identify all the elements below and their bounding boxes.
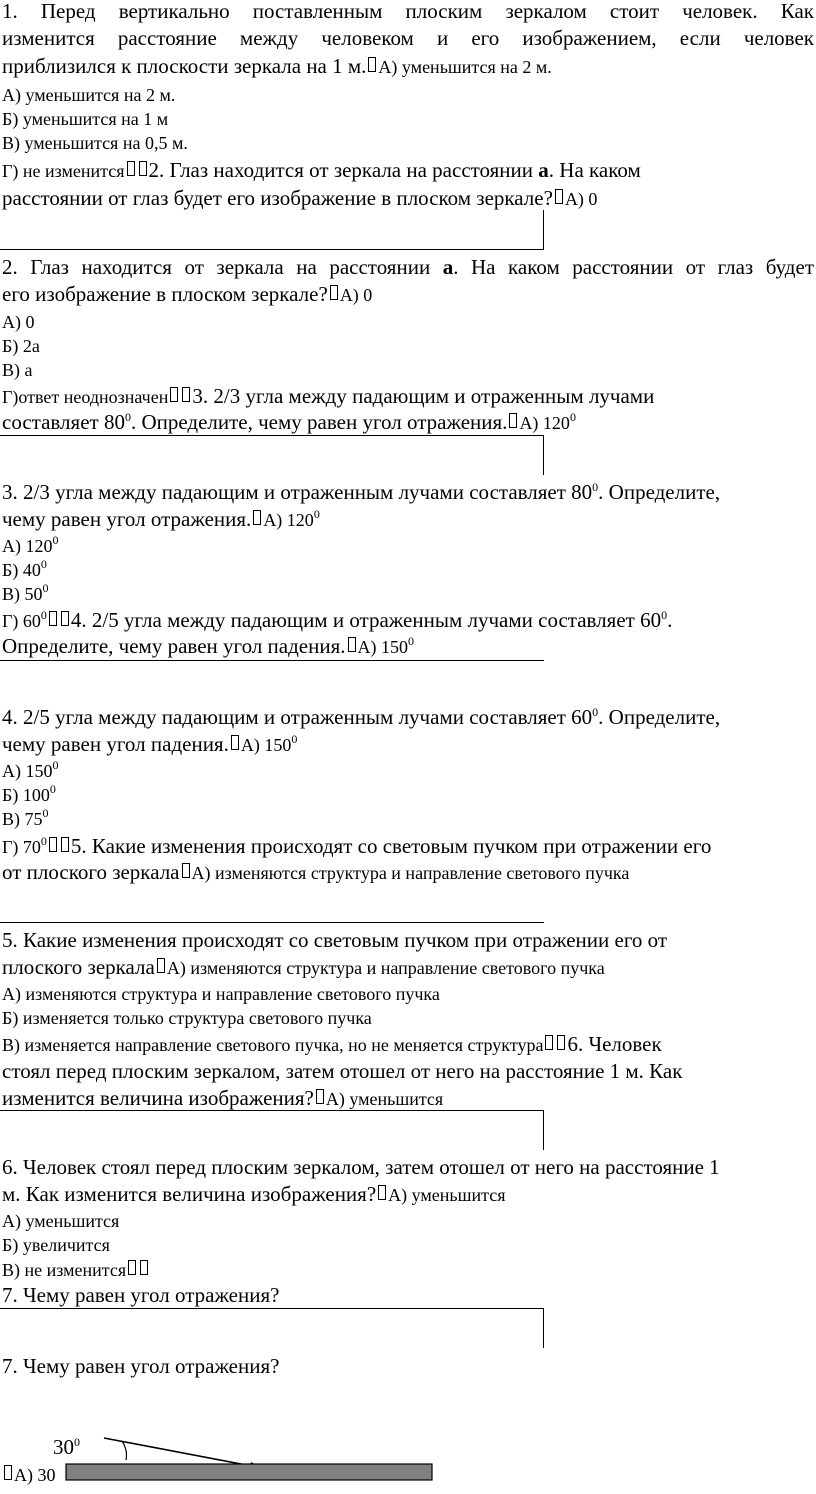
checkbox-glyph-icon	[170, 387, 178, 402]
q4-preview-line: Определите, чему равен угол падения. А) $150^0$	[2, 634, 415, 658]
q1-option-a: А) уменьшится на 2 м.	[2, 85, 176, 105]
q3-preview-line: составляет $80^0$. Определите, чему равен угол отражения. А) $120^0$	[2, 410, 576, 434]
q6-option-c: В) не изменится	[2, 1260, 150, 1280]
q5-option-c: В) изменяется направление светового пучка, но не меняется структура 6. Человек	[2, 1032, 662, 1056]
checkbox-glyph-icon	[128, 1260, 136, 1275]
q4-option-d: Г) $70^0$ 5. Какие изменения происходят со световым пучком при отражении его	[2, 834, 712, 858]
checkbox-glyph-icon	[330, 285, 338, 300]
q1-line-3: приблизился к плоскости зеркала на 1 м. А) уменьшится на 2 м.	[2, 54, 552, 78]
q7-answer-preview: А) 30	[2, 1465, 56, 1484]
checkbox-glyph-icon	[61, 611, 69, 626]
checkbox-glyph-icon	[61, 837, 69, 852]
q4-option-b: Б) $100^0$	[2, 782, 56, 805]
checkbox-glyph-icon	[4, 1465, 12, 1480]
q1-option-b: Б) уменьшится на 1 м	[2, 109, 169, 129]
q2-line-1: 2. Глаз находится от зеркала на расстоянии а. На каком расстоянии от глаз будет	[2, 255, 814, 279]
checkbox-glyph-icon	[182, 387, 190, 402]
q7-preview-line: 7. Чему равен угол отражения?	[2, 1283, 280, 1307]
checkbox-glyph-icon	[316, 1089, 324, 1104]
q6-line-2: м. Как изменится величина изображения? А) уменьшится	[2, 1182, 506, 1206]
separator-line	[0, 1308, 544, 1309]
checkbox-glyph-icon	[509, 413, 517, 428]
checkbox-glyph-icon	[545, 1035, 553, 1050]
q5-option-a: А) изменяются структура и направление светового пучка	[2, 984, 440, 1004]
q6-preview-line-1: стоял перед плоским зеркалом, затем отошел от него на расстояние 1 м. Как	[2, 1059, 683, 1083]
q4-option-a: А) $150^0$	[2, 758, 59, 781]
q2-option-a: А) 0	[2, 312, 35, 332]
separator-line	[0, 435, 544, 436]
q2-preview-line: расстоянии от глаз будет его изображение в плоском зеркале? А) 0	[2, 186, 598, 210]
q5-line-1: 5. Какие изменения происходят со световым пучком при отражении его от	[2, 928, 668, 952]
separator-tick	[543, 1110, 544, 1150]
q3-option-a: А) $120^0$	[2, 533, 59, 556]
mirror-figure	[0, 1420, 460, 1489]
checkbox-glyph-icon	[555, 189, 563, 204]
checkbox-glyph-icon	[127, 161, 135, 176]
q4-line-2: чему равен угол падения. А) $150^0$	[2, 732, 298, 756]
checkbox-glyph-icon	[231, 735, 239, 750]
mirror-surface	[66, 1464, 432, 1480]
checkbox-glyph-icon	[557, 1035, 565, 1050]
q3-option-b: Б) $40^0$	[2, 557, 47, 580]
separator-tick	[543, 1308, 544, 1348]
q6-line-1: 6. Человек стоял перед плоским зеркалом, затем отошел от него на расстояние 1	[2, 1155, 720, 1179]
checkbox-glyph-icon	[49, 837, 57, 852]
q6-preview-line-2: изменится величина изображения? А) уменьшится	[2, 1086, 444, 1110]
separator-line	[0, 660, 544, 661]
q2-option-b: Б) 2а	[2, 336, 40, 356]
q3-option-c: В) $50^0$	[2, 581, 49, 604]
q2-option-d: Г)ответ неоднозначен 3. 2/3 угла между падающим и отраженным лучами	[2, 384, 655, 408]
q1-line-1: 1. Перед вертикально поставленным плоским зеркалом стоит человек. Как	[2, 0, 814, 23]
angle-arc	[122, 1441, 127, 1460]
separator-tick	[543, 210, 544, 250]
q4-option-c: В) $75^0$	[2, 806, 49, 829]
q1-option-c: В) уменьшится на 0,5 м.	[2, 133, 188, 153]
separator-line	[0, 922, 544, 923]
q5-line-2: плоского зеркала А) изменяются структура и направление светового пучка	[2, 955, 605, 979]
checkbox-glyph-icon	[49, 611, 57, 626]
q3-option-d: Г) $60^0$ 4. 2/5 угла между падающим и отраженным лучами составляет $60^0$.	[2, 608, 673, 632]
q7-line-1: 7. Чему равен угол отражения?	[2, 1354, 280, 1378]
checkbox-glyph-icon	[140, 1260, 148, 1275]
q2-option-c: В) а	[2, 360, 33, 380]
q1-line-2: изменится расстояние между человеком и его изображением, если человек	[2, 26, 814, 50]
checkbox-glyph-icon	[378, 1185, 386, 1200]
q3-line-2: чему равен угол отражения. А) $120^0$	[2, 507, 320, 531]
q6-option-b: Б) увеличится	[2, 1235, 110, 1255]
q5-preview-line: от плоского зеркала А) изменяются структура и направление светового пучка	[2, 860, 630, 884]
checkbox-glyph-icon	[368, 57, 376, 72]
separator-tick	[543, 435, 544, 475]
q5-option-b: Б) изменяется только структура светового пучка	[2, 1008, 372, 1028]
checkbox-glyph-icon	[139, 161, 147, 176]
q1-option-d: Г) не изменится 2. Глаз находится от зеркала на расстоянии а. На каком	[2, 158, 641, 182]
checkbox-glyph-icon	[253, 510, 261, 525]
checkbox-glyph-icon	[182, 863, 190, 878]
q4-line-1: 4. 2/5 угла между падающим и отраженным лучами составляет $60^0$. Определите,	[2, 705, 721, 729]
separator-line	[0, 249, 544, 250]
separator-line	[0, 1110, 544, 1111]
q3-line-1: 3. 2/3 угла между падающим и отраженным лучами составляет $80^0$. Определите,	[2, 480, 721, 504]
q2-line-2: его изображение в плоском зеркале? А) 0	[2, 282, 373, 306]
angle-label: $30^0$	[53, 1435, 80, 1459]
q6-option-a: А) уменьшится	[2, 1211, 120, 1231]
checkbox-glyph-icon	[348, 637, 356, 652]
checkbox-glyph-icon	[157, 958, 165, 973]
